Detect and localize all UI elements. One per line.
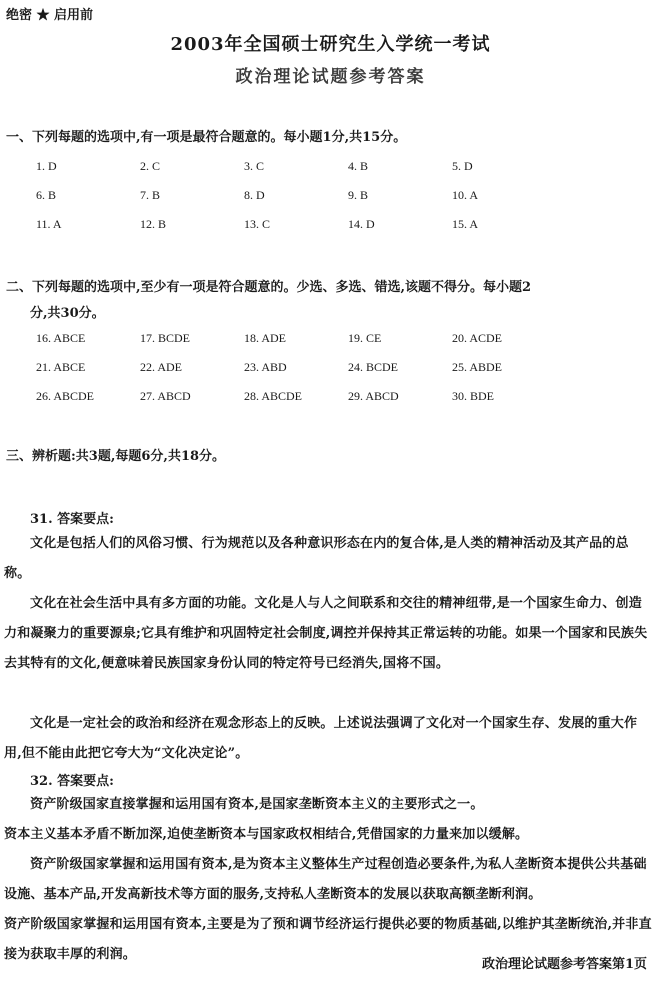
section1-heading: 一、下列每题的选项中,有一项是最符合题意的。每小题1分,共15分。 bbox=[6, 130, 407, 145]
answer-cell: 1. D bbox=[36, 159, 57, 173]
section2-heading: 二、下列每题的选项中,至少有一项是符合题意的。少选、多选、错选,该题不得分。每小题2 bbox=[6, 280, 532, 295]
q32-paragraph-4: 资产阶级国家掌握和运用国有资本,主要是为了预和调节经济运行提供必要的物质基础,以维护其垄断统治,并非直接为获取丰厚的利润。 bbox=[4, 917, 652, 962]
answer-row bbox=[36, 181, 556, 210]
q31-paragraph-2: 文化在社会生活中具有多方面的功能。文化是人与人之间联系和交往的精神纽带,是一个国家生命力、创造力和凝聚力的重要源泉;它具有维护和巩固特定社会制度,调控并保持其正常运转的功能。如果一个国家和民族失去其特有的文化,便意味着民族国家身份认同的特定符号已经消失,国将不国。 bbox=[4, 596, 648, 671]
section1-answer-grid bbox=[36, 152, 556, 239]
q31-paragraph-3: 文化是一定社会的政治和经济在观念形态上的反映。上述说法强调了文化对一个国家生存、发展的重大作用,但不能由此把它夸大为“文化决定论”。 bbox=[4, 716, 638, 761]
q31-label: 31. 答案要点: bbox=[30, 512, 114, 527]
answer-cell: 16. ABCE bbox=[36, 331, 86, 345]
answer-cell: 15. A bbox=[452, 217, 479, 231]
exam-title: 2003年全国硕士研究生入学统一考试 bbox=[170, 34, 491, 55]
section2-answer-grid bbox=[36, 324, 556, 411]
answer-cell: 7. B bbox=[140, 188, 161, 202]
answer-cell: 24. BCDE bbox=[348, 360, 399, 374]
answer-cell: 9. B bbox=[348, 188, 369, 202]
confidential-mark: 绝密 ★ 启用前 bbox=[6, 8, 94, 23]
answer-cell: 14. D bbox=[348, 217, 375, 231]
answer-cell: 29. ABCD bbox=[348, 389, 399, 403]
section2-heading-cont: 分,共30分。 bbox=[30, 306, 105, 321]
q32-paragraph-1: 资产阶级国家直接掌握和运用国有资本,是国家垄断资本主义的主要形式之一。 bbox=[30, 797, 484, 812]
answer-cell: 17. BCDE bbox=[140, 331, 191, 345]
q32-label: 32. 答案要点: bbox=[30, 774, 114, 789]
answer-cell: 11. A bbox=[36, 217, 62, 231]
q31-paragraph-1: 文化是包括人们的风俗习惯、行为规范以及各种意识形态在内的复合体,是人类的精神活动及其产品的总称。 bbox=[4, 536, 629, 581]
answer-cell: 28. ABCDE bbox=[244, 389, 303, 403]
answer-cell: 20. ACDE bbox=[452, 331, 503, 345]
answer-row bbox=[36, 324, 556, 353]
page-footer: 政治理论试题参考答案第1页 bbox=[481, 957, 647, 972]
q32-paragraph-3: 资产阶级国家掌握和运用国有资本,是为资本主义整体生产过程创造必要条件,为私人垄断资本提供公共基础设施、基本产品,开发高新技术等方面的服务,支持私人垄断资本的发展以获取高额垄断利润。 bbox=[4, 857, 647, 902]
answer-cell: 6. B bbox=[36, 188, 57, 202]
answer-cell: 4. B bbox=[348, 159, 369, 173]
answer-cell: 27. ABCD bbox=[140, 389, 191, 403]
answer-cell: 3. C bbox=[244, 159, 265, 173]
answer-row bbox=[36, 152, 556, 181]
answer-cell: 23. ABD bbox=[244, 360, 287, 374]
answer-cell: 8. D bbox=[244, 188, 265, 202]
answer-cell: 19. CE bbox=[348, 331, 382, 345]
answer-cell: 26. ABCDE bbox=[36, 389, 95, 403]
q32-paragraph-2: 资本主义基本矛盾不断加深,迫使垄断资本与国家政权相结合,凭借国家的力量来加以缓解。 bbox=[4, 827, 529, 842]
section3-heading: 三、辨析题:共3题,每题6分,共18分。 bbox=[6, 449, 226, 464]
exam-subtitle: 政治理论试题参考答案 bbox=[235, 67, 426, 87]
answer-cell: 12. B bbox=[140, 217, 167, 231]
answer-cell: 21. ABCE bbox=[36, 360, 86, 374]
answer-row bbox=[36, 210, 556, 239]
answer-row bbox=[36, 353, 556, 382]
answer-cell: 22. ADE bbox=[140, 360, 182, 374]
answer-cell: 5. D bbox=[452, 159, 473, 173]
answer-row bbox=[36, 382, 556, 411]
answer-cell: 2. C bbox=[140, 159, 161, 173]
answer-cell: 25. ABDE bbox=[452, 360, 503, 374]
answer-cell: 18. ADE bbox=[244, 331, 286, 345]
answer-cell: 10. A bbox=[452, 188, 479, 202]
answer-cell: 30. BDE bbox=[452, 389, 494, 403]
answer-cell: 13. C bbox=[244, 217, 271, 231]
